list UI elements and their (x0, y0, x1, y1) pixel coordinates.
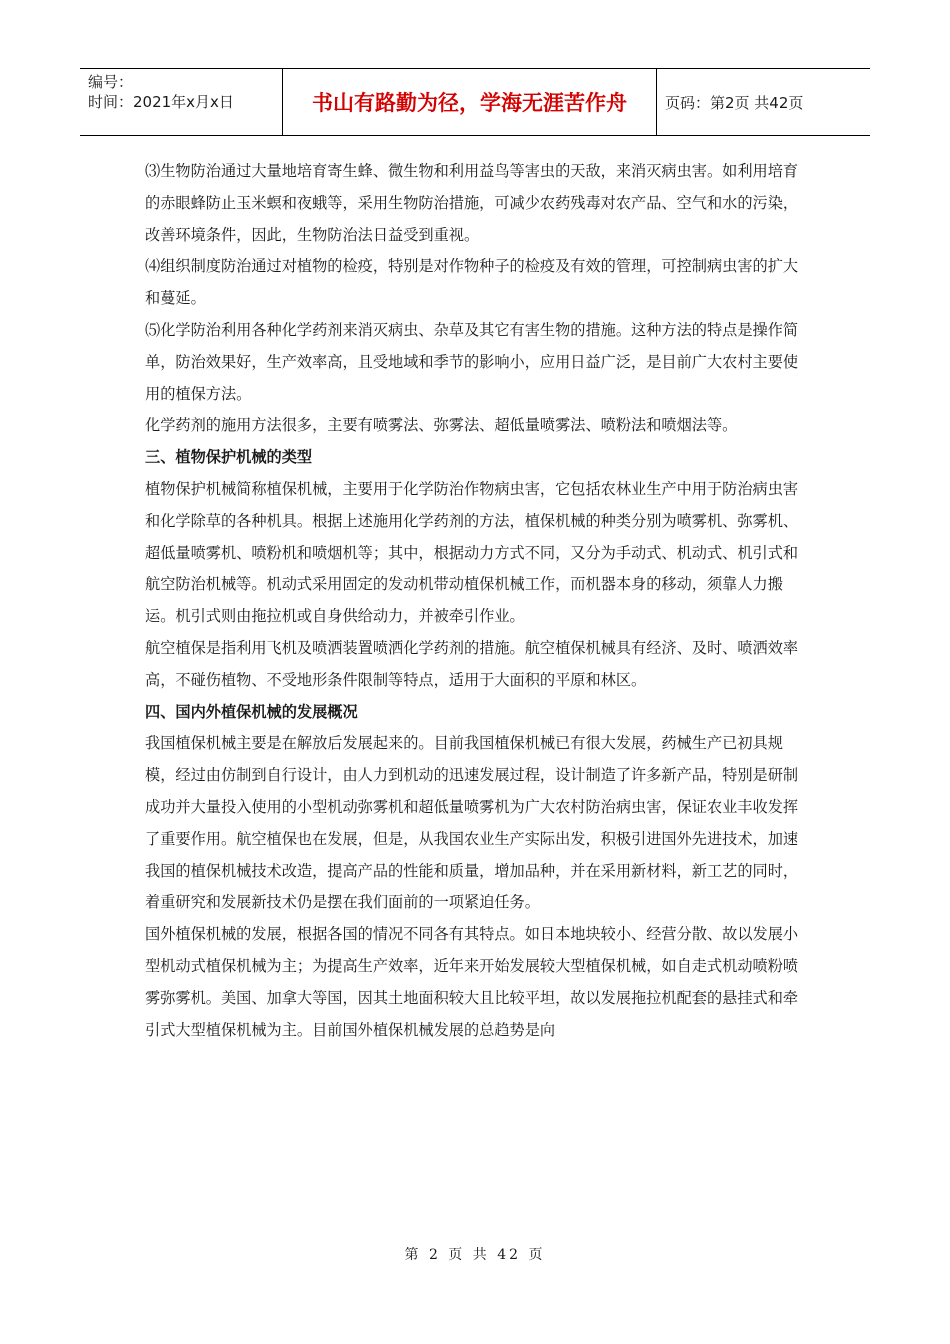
paragraph-quarantine-control: ⑷组织制度防治通过对植物的检疫，特别是对作物种子的检疫及有效的管理，可控制病虫害的扩大和蔓延。 (145, 257, 799, 308)
document-date: 时间：2021年x月x日 (88, 93, 234, 111)
header-meta (80, 69, 283, 135)
document-body (145, 156, 810, 1046)
header-page-info: 页码：第2页 共42页 (665, 93, 804, 112)
page-footer: 第 2 页 共 42 页 (404, 1247, 546, 1263)
paragraph-chemical-control: ⑸化学防治利用各种化学药剂来消灭病虫、杂草及其它有害生物的措施。这种方法的特点是操作简单，防治效果好，生产效率高，且受地域和季节的影响小，应用日益广泛，是目前广大农村主要使用的植保方法。 (145, 320, 799, 403)
paragraph-application-methods: 化学药剂的施用方法很多，主要有喷雾法、弥雾法、超低量喷雾法、喷粉法和喷烟法等。 (145, 416, 738, 435)
paragraph-machine-types: 植物保护机械简称植保机械，主要用于化学防治作物病虫害，它包括农林业生产中用于防治病虫害和化学除草的各种机具。根据上述施用化学药剂的方法，植保机械的种类分别为喷雾机、弥雾机、超低量喷雾机、喷粉机和喷烟机等；其中，根据动力方式不同，又分为手动式、机动式、机引式和航空防治机械等。机动式采用固定的发动机带动植保机械工作，而机器本身的移动，须靠人力搬运。机引式则由拖拉机或自身供给动力，并被牵引作业。 (145, 479, 799, 626)
section-heading-development: 四、国内外植保机械的发展概况 (145, 702, 358, 721)
paragraph-foreign-development: 国外植保机械的发展，根据各国的情况不同各有其特点。如日本地块较小、经营分散、故以发展小型机动式植保机械为主；为提高生产效率，近年来开始发展较大型植保机械，如自走式机动喷粉喷雾弥雾机。美国、加拿大等国，因其土地面积较大且比较平坦，故以发展拖拉机配套的悬挂式和牵引式大型植保机械为主。目前国外植保机械发展的总趋势是向 (145, 925, 799, 1039)
paragraph-domestic-development: 我国植保机械主要是在解放后发展起来的。目前我国植保机械已有很大发展，药械生产已初具规模，经过由仿制到自行设计，由人力到机动的迅速发展过程，设计制造了许多新产品，特别是研制成功并大量投入使用的小型机动弥雾机和超低量喷雾机为广大农村防治病虫害，保证农业丰收发挥了重要作用。航空植保也在发展，但是，从我国农业生产实际出发，积极引进国外先进技术，加速我国的植保机械技术改造，提高产品的性能和质量，增加品种，并在采用新材料，新工艺的同时，着重研究和发展新技术仍是摆在我们面前的一项紧迫任务。 (145, 734, 799, 912)
section-heading-machine-types: 三、植物保护机械的类型 (145, 448, 313, 467)
document-number-label: 编号： (88, 73, 134, 91)
page-header (80, 68, 870, 136)
paragraph-biological-control: ⑶生物防治通过大量地培育寄生蜂、微生物和利用益鸟等害虫的天敌，来消灭病虫害。如利用培育的赤眼蜂防止玉米螟和夜蛾等，采用生物防治措施，可减少农药残毒对农产品、空气和水的污染，改善环境条件，因此，生物防治法日益受到重视。 (145, 162, 799, 244)
header-motto: 书山有路勤为径，学海无涯苦作舟 (283, 69, 657, 135)
paragraph-aerial-protection: 航空植保是指利用飞机及喷洒装置喷洒化学药剂的措施。航空植保机械具有经济、及时、喷洒效率高，不碰伤植物、不受地形条件限制等特点，适用于大面积的平原和林区。 (145, 638, 799, 689)
